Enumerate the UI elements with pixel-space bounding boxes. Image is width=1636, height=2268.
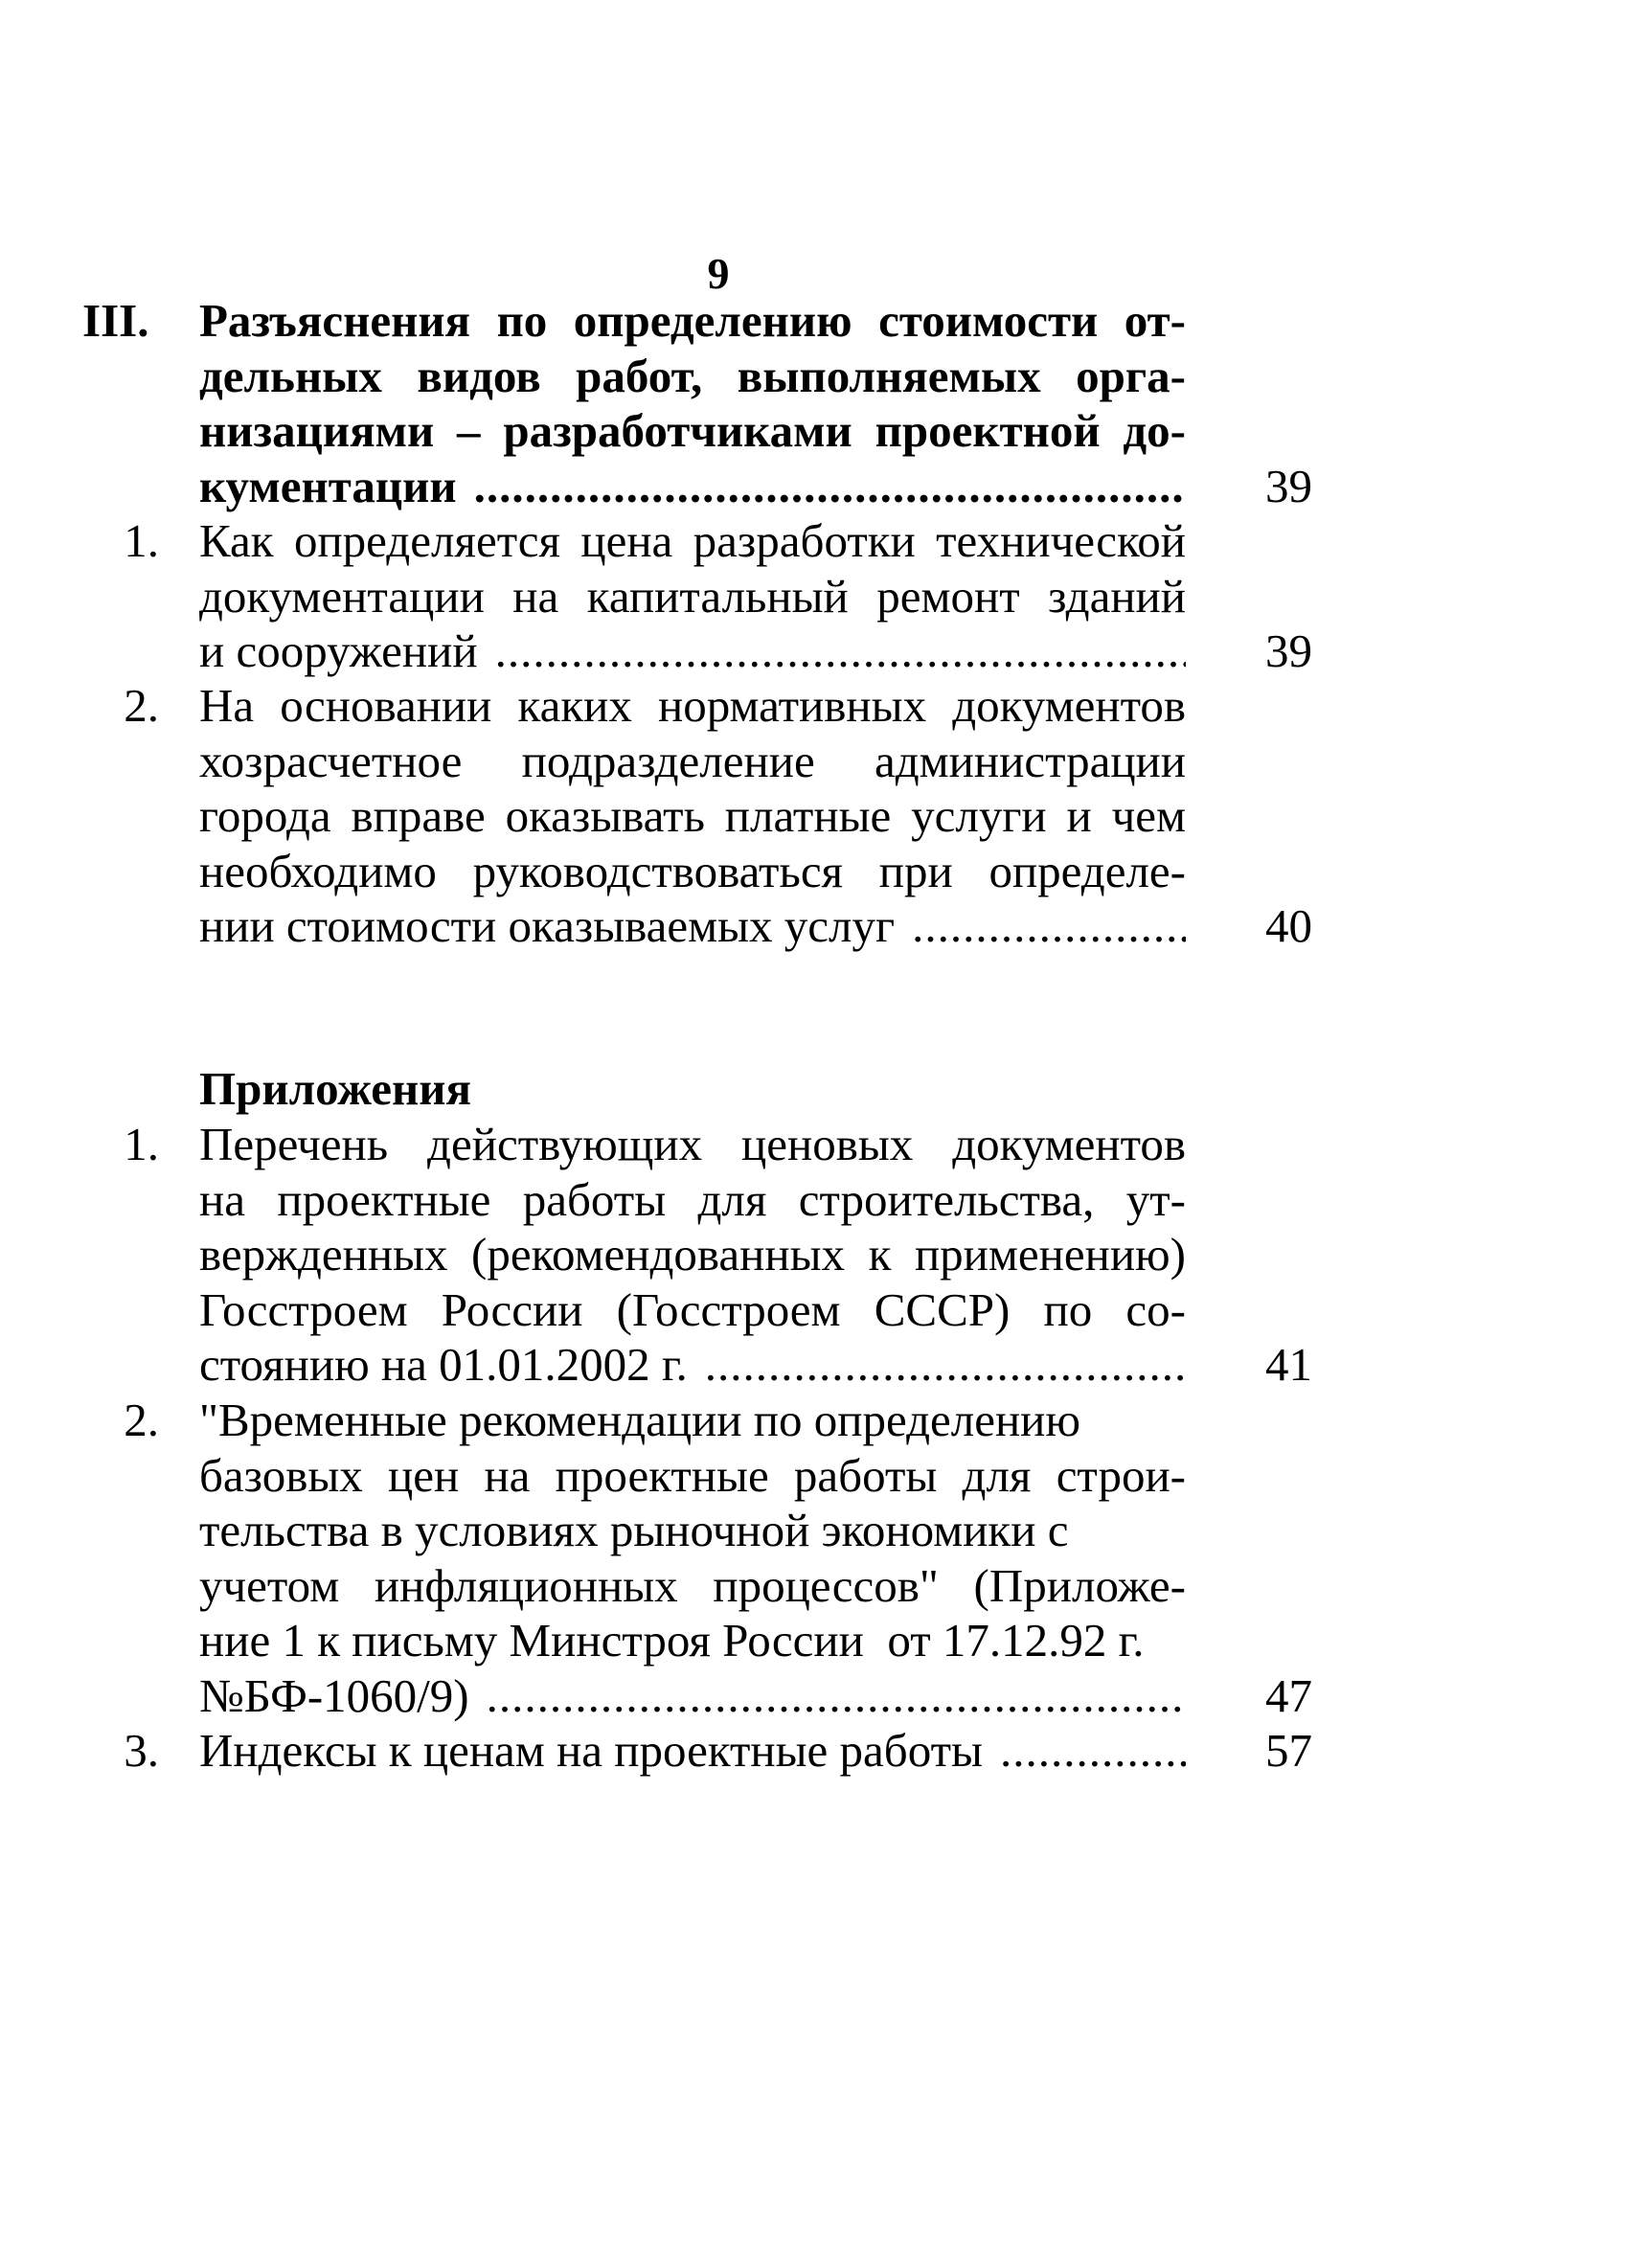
item-text-line: нии стоимости оказываемых услуг [199, 899, 896, 952]
item-number: 1. [124, 1118, 159, 1170]
item-text-line: и сооружений [199, 624, 478, 677]
item-text-line: Госстроем России (Госстроем СССР) по со- [199, 1282, 1186, 1336]
item-text-line: учетом инфляционных процессов" (Приложе- [199, 1558, 1186, 1612]
item-number: 2. [124, 1394, 159, 1446]
section-title-line: низациями – разработчиками проектной до- [199, 404, 1186, 457]
leader-line [199, 1723, 1186, 1779]
item-text-line: базовых цен на проектные работы для строи- [199, 1448, 1186, 1502]
item-text-line: №БФ-1060/9) [199, 1668, 469, 1722]
page-ref: 40 [1265, 899, 1312, 952]
leader-line [199, 1337, 1186, 1393]
item-text [199, 1117, 1186, 1393]
item-text-line: ние 1 к письму Минстроя России от 17.12.92 г. [199, 1614, 1145, 1667]
item-text-line: города вправе оказывать платные услуги и чем [199, 789, 1186, 842]
leader-line [199, 1668, 1186, 1724]
dot-leader [487, 1668, 1186, 1724]
item-text-line: Перечень действующих ценовых документов [199, 1118, 1186, 1170]
page-ref: 39 [1265, 459, 1312, 512]
page-ref: 41 [1265, 1338, 1312, 1391]
leader-line [199, 624, 1186, 679]
item-text [199, 678, 1186, 954]
page-number: 9 [707, 249, 730, 298]
page-ref: 57 [1265, 1724, 1312, 1777]
section-title-line: кументации [199, 459, 457, 512]
item-number: 3. [124, 1724, 159, 1777]
item-number: 1. [124, 514, 159, 567]
item-text-line: Как определяется цена разработки технической [199, 514, 1186, 567]
item-text-line: На основании каких нормативных документов [199, 679, 1186, 732]
dot-leader [1000, 1723, 1186, 1779]
dot-leader [474, 459, 1186, 514]
item-text [199, 1723, 1186, 1779]
item-text-line: хозрасчетное подразделение администрации [199, 734, 1186, 787]
dot-leader [912, 898, 1186, 954]
leader-line [199, 898, 1186, 954]
section-title-line: дельных видов работ, выполняемых орга- [199, 349, 1186, 402]
page-ref: 47 [1265, 1668, 1312, 1722]
item-text-line: необходимо руководствоваться при определе- [199, 844, 1186, 897]
item-text-line: на проектные работы для строительства, ут- [199, 1172, 1186, 1226]
item-text-line: вержденных (рекомендованных к применению) [199, 1228, 1186, 1281]
dot-leader [495, 624, 1186, 679]
item-text [199, 1393, 1186, 1723]
section-title [199, 293, 1186, 513]
section-numeral: III. [82, 294, 149, 347]
item-text-line: Индексы к ценам на проектные работы [199, 1724, 983, 1777]
appendices-heading: Приложения [199, 1062, 471, 1115]
item-text-line: "Временные рекомендации по определению [199, 1394, 1080, 1446]
item-text-line: стоянию на 01.01.2002 г. [199, 1338, 688, 1391]
dot-leader [705, 1337, 1186, 1393]
section-title-line: Разъяснения по определению стоимости от- [199, 294, 1186, 347]
page-ref: 39 [1265, 624, 1312, 677]
leader-line [199, 459, 1186, 514]
item-text-line: тельства в условиях рыночной экономики с [199, 1504, 1069, 1556]
item-text-line: документации на капитальный ремонт зданий [199, 569, 1186, 623]
item-number: 2. [124, 679, 159, 732]
item-text [199, 513, 1186, 679]
